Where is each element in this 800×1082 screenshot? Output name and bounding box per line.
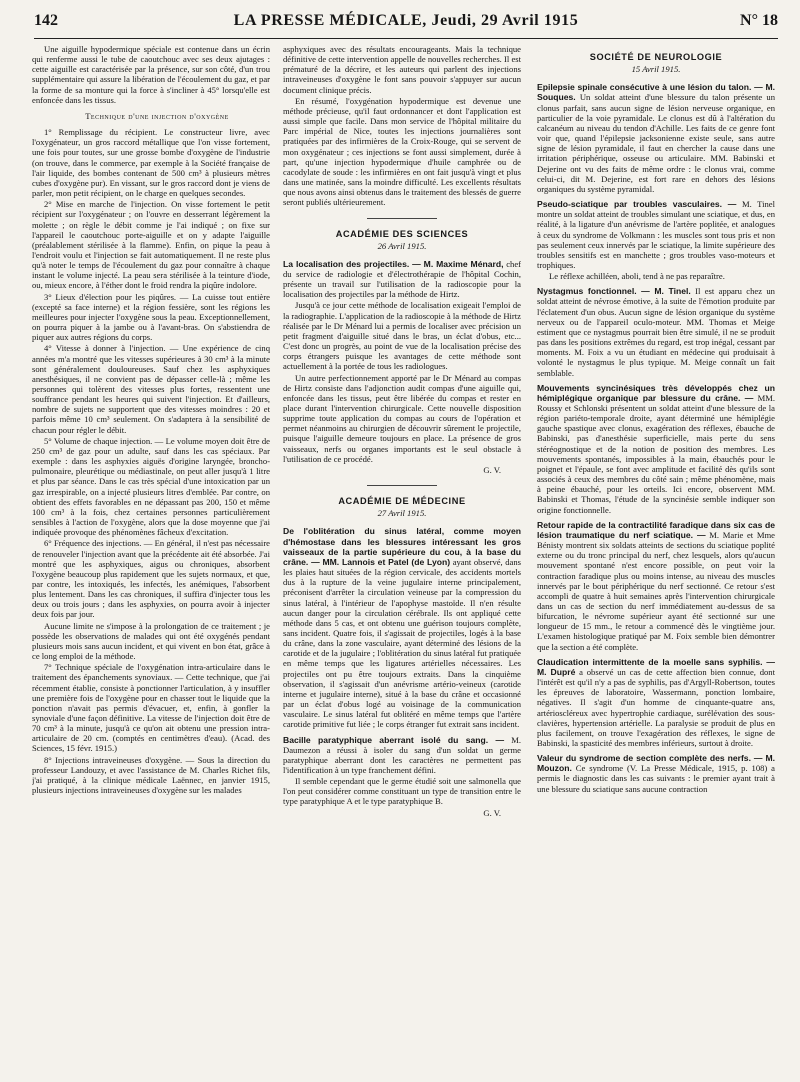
article-text: ayant observé, dans les plaies haut situées de la région cervicale, des accidents mortels dus à la rupture de la veine jugulaire interne principalement, préconisent d'arrêter la circulation veineuse par la compression du sinus latéral, à l'intérieur de l'apophyse mastoïde. Il n'en résulte aucun danger pour la circulation cérébrale. Ils ont appliqué cette méthode dans 5 cas, et ont obtenu une guérison toujours complète, sans incident. Quatre fois, il s'agissait de projectiles, logés à la base du crâne, dans la zone vasculaire, ayant déterminé des lésions de la carotide et de la jugulaire ; l'oblitération du sinus latéral fut pratiquée en même temps que les ligatures artérielles nécessaires. Les projectiles ont pu être toujours extraits. Dans la cinquième observation, il s'agissait d'un anévrisme artério-veineux (carotide interne et jugulaire interne), situé à la base du crâne et occasionné par un éclat d'obus logé au voisinage de la communication vasculaire. Le sinus latéral fut oblitéré en même temps que l'artère carotide primitive fut liée ; le corps étranger fut extrait sans incident. — [283, 556, 521, 730]
article-paragraph — [537, 383, 775, 515]
page-number: 142 — [34, 12, 58, 29]
paragraph: Aucune limite ne s'impose à la prolongation de ce traitement ; je possède les observations de malades qui ont été oxygénés pendant plusieurs mois sans aucun incident, et qui vivent en bon état, grâce à ce long emploi de la méthode. — [32, 620, 270, 662]
paragraph: 2° Mise en marche de l'injection. On visse fortement le petit récipient sur l'oxygénateur ; on l'ouvre en desserrant légèrement la molette ; on règle le débit comme je l'ai indiqué ; on fixe sur l'appareil le caoutchouc porte-aiguille et on y adapte l'aiguille (préalablement stérilisée à la flamme). Enfin, on pique la peau à l'endroit voulu et l'injection se fait automatiquement. Il ne reste plus qu'à noter le temps de l'écoulement du gaz pour connaître à chaque instant le volume injecté. La peau sera stérilisée à la teinture d'iode, ou, mieux encore, à l'éther dont le froid rendra la piqûre indolore. — [32, 199, 270, 291]
section-title-academie-sciences: ACADÉMIE DES SCIENCES — [335, 228, 469, 239]
paragraph: 6° Fréquence des injections. — En général, il n'est pas nécessaire de renouveler l'injection avant que la précédente ait été absorbée. J'ai montré que les asphyxiques, aigus ou chroniques, absorbent l'oxygène beaucoup plus rapidement que les sujets normaux, et que, par contre, les intoxiqués, les infectés, les anémiques, l'absorbent plus lentement. Dans les cas chroniques, il suffira d'injecter tous les deux ou trois jours ; dans les asphyxies, on pourra avoir à injecter deux fois par jour. — [32, 538, 270, 620]
article-text: Il est apparu chez un soldat atteint de névrose émotive, à la suite de l'émotion produite par l'éclatement d'un obus. Aucun signe de lésion organique du système nerveux ou de l'appareil oculo-moteur. MM. Thomas et Meige estiment que ce nystagmus pourrait bien être simulé, il ne se produit pas dans les positions extrêmes du regard, est trop inégal, cessant par moments. M. Foix a vu un étudiant en médecine qui produisait à volonté le nystagmus le plus typique. M. Meige connaît un fait semblable. — [537, 286, 775, 378]
paragraph: Le réflexe achilléen, aboli, tend à ne pas reparaître. — [549, 271, 725, 282]
section-title-academie-medecine: ACADÉMIE DE MÉDECINE — [338, 496, 466, 507]
article-paragraph — [537, 199, 775, 270]
column-2 — [283, 44, 521, 1078]
column-3 — [537, 44, 775, 1078]
article-title: De l'oblitération du sinus latéral, comme moyen d'hémostase dans les blessures intéressant les gros vaisseaux de la partie supérieure du cou, à la base du crâne. — MM. Lannois et Patel (de Lyon) — [283, 526, 521, 567]
article-text: a observé un cas de cette affection bien connue, dont l'intérêt est qu'il n'y a pas de syphilis, pas d'Argyll-Robertson, toutes les épreuves de laboratoire, Wassermann, ponction lombaire, négatives. Il s'agit d'un homme de cinquante-quatre ans, artérioscléreux avec hypertrophie cardiaque, surélévation des sous-clavières, hypertension artérielle. La paralysie se produit de plus en plus facilement, on trouve l'exagération des réflexes, le signe de Babinski, la spasticité des membres inférieurs, surtout à droite. — [537, 666, 775, 748]
article-paragraph — [537, 520, 775, 652]
paragraph: En résumé, l'oxygénation hypodermique est devenue une méthode précieuse, qu'il faut ordonnancer et dont l'application est aussi simple que facile. Dans mon service de l'hôpital militaire du Parc impérial de Nice, toutes les injections journalières sont pratiquées par des infirmières de la Croix-Rouge, qui se servent de mon oxygénateur ; ces injections se font aussi simplement, durée à part, qu'une injection hypodermique d'huile camphrée ou de cacodylate de soude : les infirmières en ont fait jusqu'à vingt et plus dans une matinée, sans la moindre difficulté. Les excellents résultats que nous avons ainsi obtenus dans le traitement des blessés de guerre seront publiés ultérieurement. — [283, 95, 521, 208]
divider — [367, 485, 437, 486]
article-title: Mouvements syncinésiques très développés chez un hémiplégique organique par blessure du crâne. — — [537, 382, 775, 403]
article-title: Claudication intermittente de la moelle sans syphilis. — M. Dupré — [537, 656, 775, 677]
signature: G. V. — [483, 807, 501, 818]
article-text: M. Daumezon a réussi à isoler du sang d'un soldat un germe paratyphique aberrant dont les caractères ne permettent pas l'identification à un type franchement défini. — [283, 734, 521, 775]
paragraph: 3° Lieux d'élection pour les piqûres. — La cuisse tout entière (excepté sa face interne) et la région fessière, sont les régions les meilleures pour injecter l'oxygène sous la peau. Exceptionnellement, on pourra piquer à la jambe ou à l'avant-bras. On s'abstiendra de piquer aux autres régions du corps. — [32, 291, 270, 343]
section-date: 15 Avril 1915. — [631, 64, 681, 75]
section-title-societe-neurologie: SOCIÉTÉ DE NEUROLOGIE — [589, 52, 723, 62]
article-paragraph — [283, 735, 521, 776]
article-text: Ce syndrome (V. La Presse Médicale, 1915, p. 108) a permis le diagnostic dans les cas suivants : le premier ayant trait à une blessure du sciatique sans aucune contraction — [537, 763, 775, 794]
article-paragraph — [283, 259, 521, 300]
article-paragraph — [537, 82, 775, 194]
divider — [367, 218, 437, 219]
paragraph: 1° Remplissage du récipient. Le constructeur livre, avec l'oxygénateur, un gros raccord métallique que l'on visse fortement, une fois pour toutes, sur une grosse bombe d'oxygène de l'industrie (on trouve, dans le commerce, par exemple à la Société française de l'air liquide, des bombes contenant de 500 cm³ à plusieurs mètres cubes d'oxygène pur). En vissant, sur le gros raccord dont je viens de parler, mon petit récipient, on le charge en quelques secondes. — [32, 127, 270, 199]
article-title: Bacille paratyphique aberrant isolé du sang. — — [283, 734, 505, 745]
section-date: 26 Avril 1915. — [377, 240, 427, 251]
article-title: Nystagmus fonctionnel. — M. Tinel. — [537, 286, 691, 297]
article-title: Pseudo-sciatique par troubles vasculaires. — — [537, 199, 737, 210]
article-paragraph — [537, 286, 775, 377]
article-title: Epilepsie spinale consécutive à une lésion du talon. — M. Souques. — [537, 82, 775, 103]
article-text: chef du service de radiologie et d'électrothérapie de l'hôpital Cochin, présente un travail sur l'utilisation de la radioscopie pour la localisation des projectiles par la méthode de Hirtz. — [283, 258, 521, 300]
paragraph: Un autre perfectionnement apporté par le Dr Ménard au compas de Hirtz consiste dans l'adjonction audit compas d'une aiguille qui, enfoncée dans les tissus, peut être libérée du compas et rester en place durant l'intervention chirurgicale. Cette nouvelle disposition supprime toute application du compas au cours de l'opération et permet néanmoins au chirurgien de découvrir sûrement le projectile, puisque l'aiguille demeure toujours en place. La présence de gros vaisseaux, nerfs ou organes importants est le seul obstacle à l'utilisation de ce procédé. — [283, 372, 521, 464]
paragraph: 8° Injections intraveineuses d'oxygène. — Sous la direction du professeur Landouzy, et avec l'assistance de M. Charles Richet fils, j'ai pratiqué, à la clinique médicale Laënnec, en janvier 1915, plusieurs injections intraveineuses d'oxygène sur les malades — [32, 754, 270, 796]
signature: G. V. — [483, 464, 501, 475]
article-text: Un soldat atteint d'une blessure du talon présente un clonus parfait, sans aucun signe de lésion nerveuse organique, en particulier de la voie pyramidale. Le clonus est dû à l'altération du calcanéum au niveau du tendon d'Achille. Les faits de ce genre font voir que, quand l'épilepsie jacksonienne existe seule, sans autre signe de lésion pyramidale, il faut en chercher la cause dans une irritation périphérique, osseuse ou articulaire. MM. Babinski et Dejerine ont vu des faits de même ordre : le clonus vrai, comme celui-ci, dit M. Dejerine, est fort rare en dehors des lésions organiques du système pyramidal. — [537, 92, 775, 194]
section-date: 27 Avril 1915. — [377, 508, 427, 519]
article-paragraph — [283, 526, 521, 729]
article-title: Valeur du syndrome de section complète des nerfs. — M. Mouzon. — [537, 753, 775, 774]
article-paragraph — [537, 753, 775, 794]
paragraph: Une aiguille hypodermique spéciale est contenue dans un écrin qui renferme aussi le tube de caoutchouc avec ses deux ajutages : cette aiguille est caractérisée par la présence, sur son côté, d'un trou supplémentaire qui assure la libération de l'écoulement du gaz, et par la forme de sa monture qui la force à s'incliner à 45° lorsqu'elle est enfoncée dans les tissus. — [32, 44, 270, 105]
paragraph: 5° Volume de chaque injection. — Le volume moyen doit être de 250 cm³ de gaz pour un adulte, sauf dans les cas spéciaux. Par exemple : dans les asphyxies aiguës d'origine laryngée, broncho-pulmonaire, pleurétique ou médiastinale, on peut aller jusqu'à 1 litre et plus par séance. Dans le cas très spécial d'une intoxication par un gaz irrespirable, on a injecté plusieurs litres d'emblée. Par contre, on obtient des effets favorables en ne dépassant pas 200, 150 et même 100 cm³ à la fois, chez certaines personnes particulièrement sensibles à l'action de l'oxygène, alors que la dose moyenne que j'ai indiquée provoque des phénomènes fâcheux d'excitation. — [32, 435, 270, 538]
paragraph: 4° Vitesse à donner à l'injection. — Une expérience de cinq années m'a montré que les vitesses supérieures à 30 cm³ à la minute sont généralement douloureuses. Sauf chez les asphyxiques anesthésiques, il ne convient pas de dépasser celle-là ; même les personnes qui tolèrent des vitesses plus fortes, ressentent une souffrance pendant les heures qui suivent l'injection. Et d'ailleurs, nombre de sujets ne supportent que des vitesses moindres : 20 et parfois même 10 cm³ seulement. On s'adaptera à la sensibilité de chacun pour régler le débit. — [32, 343, 270, 435]
page-header — [34, 10, 778, 36]
subheading: Technique d'une injection d'oxygène — [85, 110, 229, 121]
header-rule — [34, 38, 778, 39]
article-title: La localisation des projectiles. — M. Maxime Ménard, — [283, 258, 504, 269]
paragraph: Il semble cependant que le germe étudié soit une salmonella que l'on peut considérer comme constituant un type de transition entre le type paratyphique A et le type paratyphique B. — [283, 776, 521, 807]
newspaper-title: LA PRESSE MÉDICALE, Jeudi, 29 Avril 1915 — [233, 12, 579, 29]
column-1 — [32, 44, 270, 1078]
article-text: M. Tinel montre un soldat atteint de troubles simulant une sciatique, et dus, en réalité, à la ligature d'un anévrisme de l'artère poplitée, et analogues à ceux du syndrome de Volkmann : les muscles sont tous pris et non pas seulement ceux innervés par le sciatique, la limite supérieure des troubles sensitifs est en manchette ; gros troubles vaso-moteurs et trophiques. — [537, 199, 775, 270]
paragraph: 7° Technique spéciale de l'oxygénation intra-articulaire dans le traitement des épanchements synoviaux. — Cette technique, que j'ai récemment établie, consiste à ponctionner l'articulation, à y insuffler une première fois de l'oxygène pour en chasser tout le liquide que la ponction n'avait pas permis d'évacuer, et, enfin, à gonfler la synoviale d'une façon définitive. La vitesse de l'injection doit être de 70 cm³ à la minute, jusqu'à ce qu'on ait obtenu une pression intra-articulaire de 20 cm. (comptés en centimètres d'eau). (Acad. des Sciences, 15 févr. 1915.) — [32, 662, 270, 754]
article-paragraph — [537, 657, 775, 748]
article-title: Retour rapide de la contractilité faradique dans six cas de lésion traumatique du nerf sciatique. — — [537, 519, 775, 540]
paragraph: Jusqu'à ce jour cette méthode de localisation exigeait l'emploi de la radiographie. L'application de la radioscopie à la méthode de Hirtz réalisée par le Dr Ménard lui a permis de localiser avec précision un petit fragment d'aiguille situé dans le bras, un éclat d'obus, etc... C'est donc un progrès, au point de vue de la localisation précise des corps étrangers puisque les avantages de cette méthode sont actuellement à la portée de tous les radiologues. — [283, 300, 521, 372]
paragraph: asphyxiques avec des résultats encourageants. Mais la technique définitive de cette intervention appelle de nouvelles recherches. Il est prématuré de la décrire, et les auteurs qui parlent des injections intraveineuses d'oxygène le font sans pouvoir s'appuyer sur aucun document clinique précis. — [283, 44, 521, 95]
article-text: MM. Roussy et Schlonski présentent un soldat atteint d'une blessure de la région pariéto-temporale droite, ayant déterminé une hémiplégie gauche spastique avec clonus, exagération des réflexes, ébauche de Babinski, pas d'anesthésie superficielle, mais perte du sens stéréognostique et de la notion de position des membres. Les mouvements spontanés, impossibles à la main, ébauchés pour le poignet et l'épaule, se font avec amplitude et facilité dès qu'ils sont associés à ceux des membres du côté sain ; même phénomène, mais à peine ébauché, pour les orteils. Ici encore, observent MM. Babinski et Thomas, l'étude de la syncinésie semble indiquer son origine fonctionnelle. — [537, 392, 775, 515]
article-text: M. Marie et Mme Bénisty montrent six soldats atteints de sections du sciatique poplité externe ou du tronc principal du nerf, chez lesquels, alors qu'aucun mouvement spontané n'est encore possible, on peut voir la contraction faradique plus ou moins intense, au niveau des muscles innervés par le bout périphérique du nerf sectionné. Ce retour s'est accompli de quatre à huit semaines après l'intervention chirurgicale dans un cas de section du nerf immédiatement au-dessus de sa bifurcation, le névrome supérieur ayant été sectionné sur une longueur de 15 mm., le retour a commencé dès le vingtième jour. L'examen histologique pratiqué par M. Foix semble bien démontrer que la section a été complète. — [537, 529, 775, 652]
issue-number: N° 18 — [740, 12, 778, 29]
